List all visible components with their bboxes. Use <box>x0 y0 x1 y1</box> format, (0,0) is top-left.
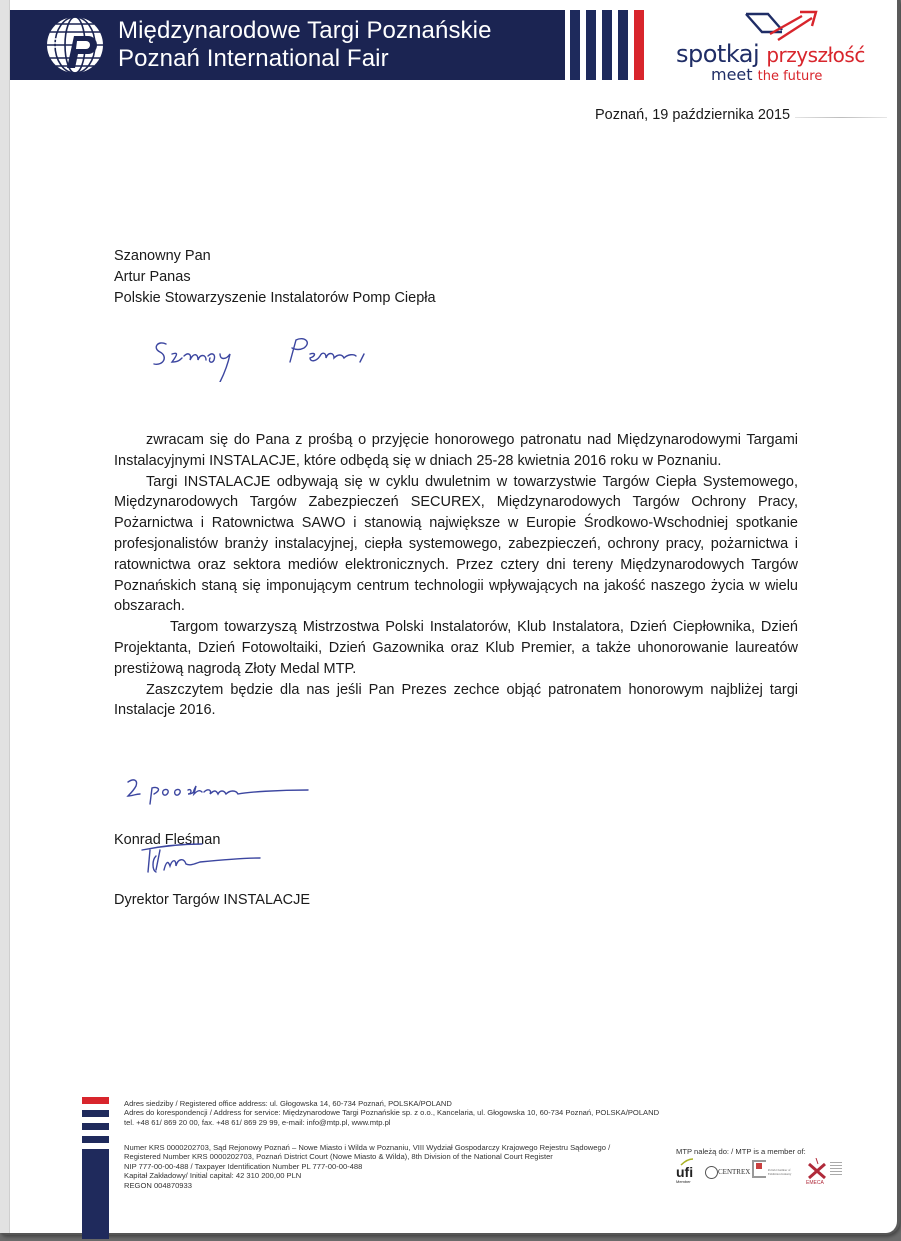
footer-contact: tel. +48 61/ 869 20 00, fax. +48 61/ 869 29 99, e-mail: info@mtp.pl, www.mtp.pl <box>124 1117 391 1127</box>
addressee-block <box>114 246 436 309</box>
signatory-name: Konrad Fleśman <box>114 832 221 848</box>
footer-address <box>124 1099 659 1127</box>
centrex-logo: CENTREX <box>705 1163 750 1181</box>
page-edge <box>0 0 10 1233</box>
addressee-name: Artur Panas <box>114 269 191 285</box>
emeca-logo: EMECA <box>806 1158 846 1186</box>
letter-body <box>114 430 798 721</box>
slogan-spotkaj: spotkaj <box>676 40 760 68</box>
pige-logo: Polish Chamber of Exhibition Industry <box>752 1160 792 1184</box>
footer-capital: Kapitał Zakładowy/ Initial capital: 42 310 200,00 PLN <box>124 1171 302 1181</box>
handwritten-closing <box>124 776 324 806</box>
organization-name-en: Poznań International Fair <box>118 45 389 72</box>
paragraph-3: Targom towarzyszą Mistrzostwa Polski Instalatorów, Klub Instalatora, Dzień Ciepłownika, Dzień Projektanta, Dzień Fotowoltaiki, Dzień Gazownika oraz Klub Premier, a także uhonorowanie laureatów prestiżową nagrodą Złoty Medal MTP. <box>114 619 798 677</box>
addressee-organization: Polskie Stowarzyszenie Instalatorów Pomp Ciepła <box>114 290 436 306</box>
footer-service-address: Adres do korespondencji / Address for service: Międzynarodowe Targi Poznańskie sp. z o.o., Kancelaria, ul. Głogowska 10, 60-734 Poznań, POLSKA/POLAND <box>124 1108 660 1118</box>
date-rule <box>795 117 887 118</box>
footer-krs-en: Registered Number KRS 0000202703, Poznań District Court (Nowe Miasto & Wilda), 8th Division of the National Court Register <box>124 1152 553 1162</box>
slogan-przyszlosc: przyszłość <box>766 43 865 67</box>
emeca-x-icon <box>806 1158 828 1180</box>
organization-name <box>118 17 492 73</box>
ufi-logo: ufi Member <box>676 1158 698 1184</box>
footer-registry <box>124 1143 610 1190</box>
members-label: MTP należą do: / MTP is a member of: <box>676 1147 806 1156</box>
mtp-globe-logo-icon <box>44 14 106 76</box>
footer-registered-address: Adres siedziby / Registered office address: ul. Głogowska 14, 60-734 Poznań, POLSKA/POLAND <box>124 1099 452 1108</box>
footer-regon: REGON 004870933 <box>124 1180 192 1190</box>
paragraph-2: Targi INSTALACJE odbywają się w cyklu dwuletnim w towarzystwie Targów Ciepła Systemowego, Międzynarodowych Targów Zabezpieczeń SECUREX, Międzynarodowych Targów Ochrony Pracy, Pożarnictwa i Ratownictwa SAWO i stanowią największe w Europie Środkowo-Wschodniej spotkanie profesjonalistów branży instalacyjnej, ciepła systemowego, zabezpieczeń, ochrony pracy, pożarnictwa i ratownictwa oraz sektora mediów elektronicznych. Przez cztery dni tereny Międzynarodowych Targów Poznańskich staną się imponującym centrum technologii wpływających na jakość naszego życia w wielu obszarach. <box>114 473 798 615</box>
arrow-up-right-icon <box>744 10 824 44</box>
paragraph-1: zwracam się do Pana z prośbą o przyjęcie honorowego patronatu nad Międzynarodowymi Targami Instalacyjnymi INSTALACJE, które odbędą się w dniach 25-28 kwietnia 2016 roku w Poznaniu. <box>114 432 798 469</box>
slogan-meet: meet <box>711 65 753 84</box>
paragraph-4: Zaszczytem będzie dla nas jeśli Pan Prezes zechce objąć patronatem honorowym najbliżej targi Instalacje 2016. <box>114 681 798 719</box>
organization-name-pl: Międzynarodowe Targi Poznańskie <box>118 17 492 44</box>
centrex-c-icon <box>705 1166 718 1179</box>
footer-krs-pl: Numer KRS 0000202703, Sąd Rejonowy Poznań – Nowe Miasto i Wilda w Poznaniu, VIII Wydział Gospodarczy Krajowego Rejestru Sądowego / <box>124 1143 611 1152</box>
footer-nip: NIP 777-00-00-488 / Taxpayer Identification Number PL 777-00-00-488 <box>124 1161 363 1171</box>
letter-date: Poznań, 19 października 2015 <box>595 107 791 123</box>
slogan-logo <box>676 10 876 85</box>
slogan-the-future: the future <box>757 69 823 84</box>
addressee-salutation: Szanowny Pan <box>114 248 211 264</box>
signatory-title: Dyrektor Targów INSTALACJE <box>114 892 311 908</box>
handwritten-signature <box>140 842 280 878</box>
handwritten-salutation <box>150 332 380 382</box>
